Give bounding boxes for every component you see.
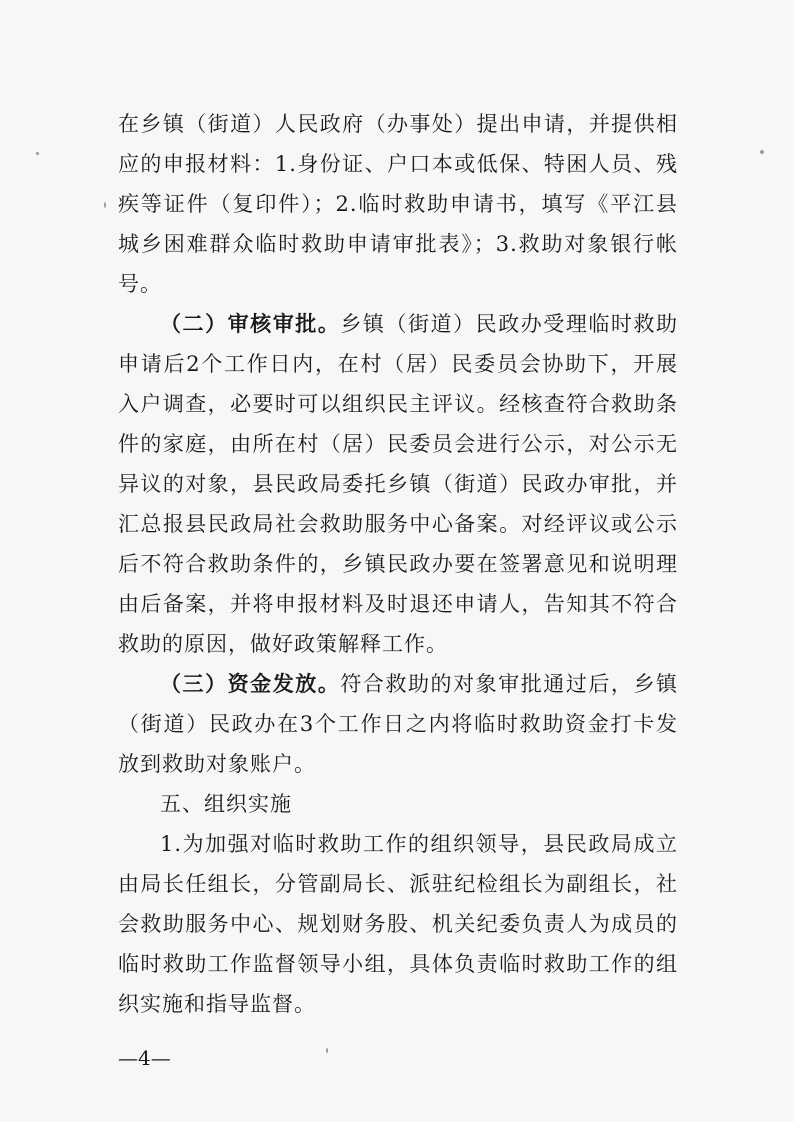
scan-speck [104,202,106,208]
paragraph-application-materials [118,104,678,304]
paragraph-fund-disbursement [118,664,678,784]
paragraph-text: 在乡镇（街道）人民政府（办事处）提出申请，并提供相应的申报材料：1.身份证、户口本或低保、特困人员、残疾等证件（复印件）；2.临时救助申请书，填写《平江县城乡困难群众临时救助申请审批表》；3.救助对象银行帐号。 [118,112,678,296]
scan-speck [326,1048,328,1053]
scan-speck [36,152,39,155]
document-body [118,104,678,1024]
page-number: —4— [118,1046,171,1070]
scan-speck [760,150,764,154]
paragraph-review-approval [118,304,678,664]
section-heading: 五、组织实施 [160,792,292,816]
paragraph-lead-heading: （二）审核审批。 [160,311,341,336]
paragraph-organization: 1.为加强对临时救助工作的组织领导，县民政局成立由局长任组长，分管副局长、派驻纪检组长为副组长，社会救助服务中心、规划财务股、机关纪委负责人为成员的临时救助工作监督领导小组，具体负责临时救助工作的组织实施和指导监督。 [118,832,678,1016]
paragraph-text: 乡镇（街道）民政办受理临时救助申请后2个工作日内，在村（居）民委员会协助下，开展入户调查，必要时可以组织民主评议。经核查符合救助条件的家庭，由所在村（居）民委员会进行公示，对公示无异议的对象，县民政局委托乡镇（街道）民政办审批，并汇总报县民政局社会救助服务中心备案。对经评议或公示后不符合救助条件的，乡镇民政办要在签署意见和说明理由后备案，并将申报材料及时退还申请人，告知其不符合救助的原因，做好政策解释工作。 [118,312,679,656]
paragraph-text: 符合救助的对象审批通过后，乡镇（街道）民政办在3个工作日之内将临时救助资金打卡发放到救助对象账户。 [118,672,679,776]
paragraph-lead-heading: （三）资金发放。 [160,671,341,696]
